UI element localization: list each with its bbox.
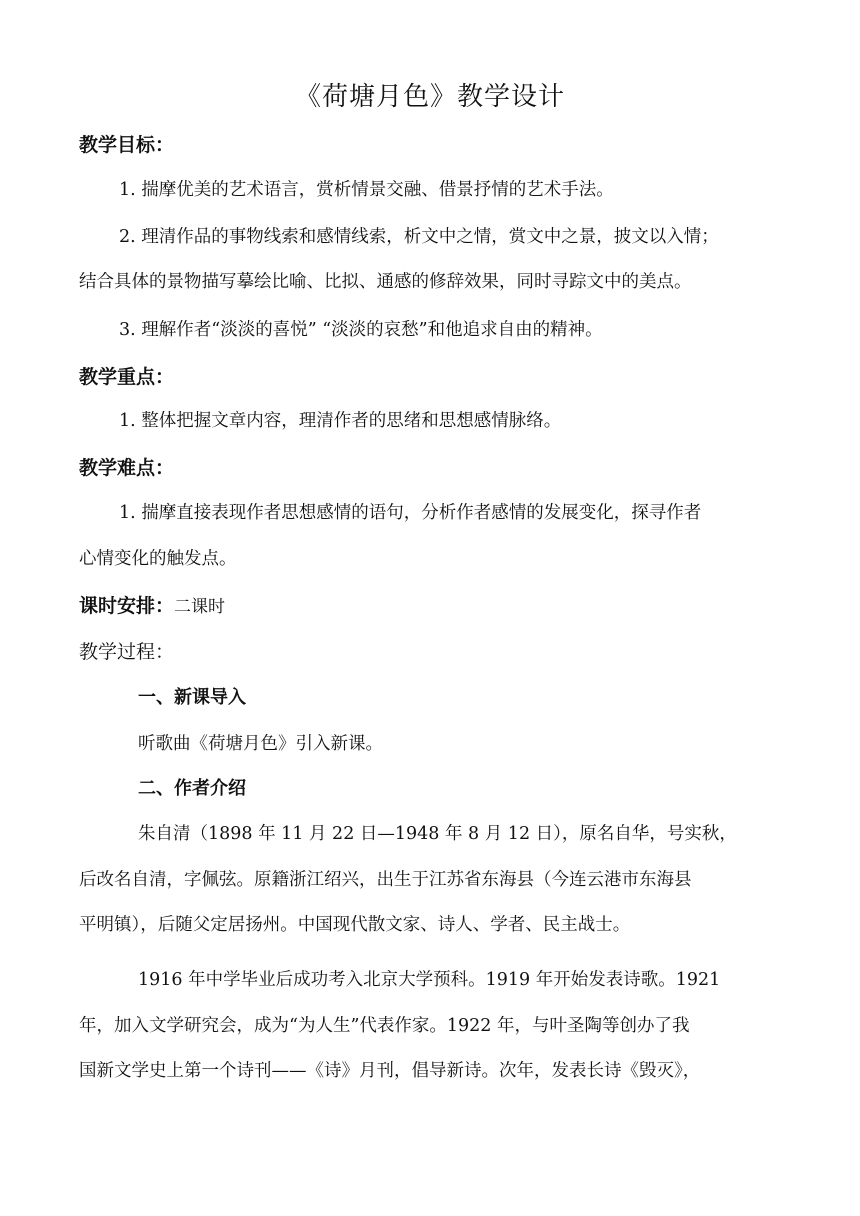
- section-2-title: 二、作者介绍: [138, 778, 246, 799]
- bio-paragraph-2-line-3: 国新文学史上第一个诗刊——《诗》月刊，倡导新诗。次年，发表长诗《毁灭》，: [79, 1061, 701, 1081]
- difficulties-item-1-line-2: 心情变化的触发点。: [79, 549, 237, 569]
- difficulties-heading: 教学难点：: [79, 457, 175, 479]
- bio-paragraph-2-line-2: 年，加入文学研究会，成为“为人生”代表作家。1922 年，与叶圣陶等创办了我: [79, 1016, 690, 1036]
- document-title: 《荷塘月色》教学设计: [294, 82, 565, 112]
- bio-paragraph-2-line-1: 1916 年中学毕业后成功考入北京大学预科。1919 年开始发表诗歌。1921: [138, 970, 721, 990]
- difficulties-item-1-line-1: 1. 揣摩直接表现作者思想感情的语句，分析作者感情的发展变化，探寻作者: [119, 503, 702, 523]
- schedule-label: 课时安排：: [79, 595, 175, 617]
- bio-paragraph-1-line-1: 朱自清（1898 年 11 月 22 日—1948 年 8 月 12 日），原名自华，号实秋，: [138, 824, 737, 844]
- goals-item-2-line-1: 2. 理清作品的事物线索和感情线索，析文中之情，赏文中之景，披文以入情；: [119, 227, 719, 247]
- section-1-title: 一、新课导入: [138, 687, 246, 708]
- schedule-value: 二课时: [174, 597, 226, 617]
- schedule-heading: [79, 591, 225, 618]
- bio-paragraph-1-line-2: 后改名自清，字佩弦。原籍浙江绍兴，出生于江苏省东海县（今连云港市东海县: [79, 870, 692, 890]
- goals-heading: 教学目标：: [79, 134, 175, 156]
- goals-item-1: 1. 揣摩优美的艺术语言，赏析情景交融、借景抒情的艺术手法。: [119, 180, 614, 200]
- key-points-item-1: 1. 整体把握文章内容，理清作者的思绪和思想感情脉络。: [119, 411, 562, 431]
- section-1-text: 听歌曲《荷塘月色》引入新课。: [138, 734, 383, 754]
- process-heading: 教学过程：: [79, 641, 175, 663]
- goals-item-3: 3. 理解作者“淡淡的喜悦” “淡淡的哀愁”和他追求自由的精神。: [119, 320, 603, 340]
- goals-item-2-line-2: 结合具体的景物描写摹绘比喻、比拟、通感的修辞效果，同时寻踪文中的美点。: [79, 272, 692, 292]
- key-points-heading: 教学重点：: [79, 366, 175, 388]
- bio-paragraph-1-line-3: 平明镇），后随父定居扬州。中国现代散文家、诗人、学者、民主战士。: [79, 915, 631, 935]
